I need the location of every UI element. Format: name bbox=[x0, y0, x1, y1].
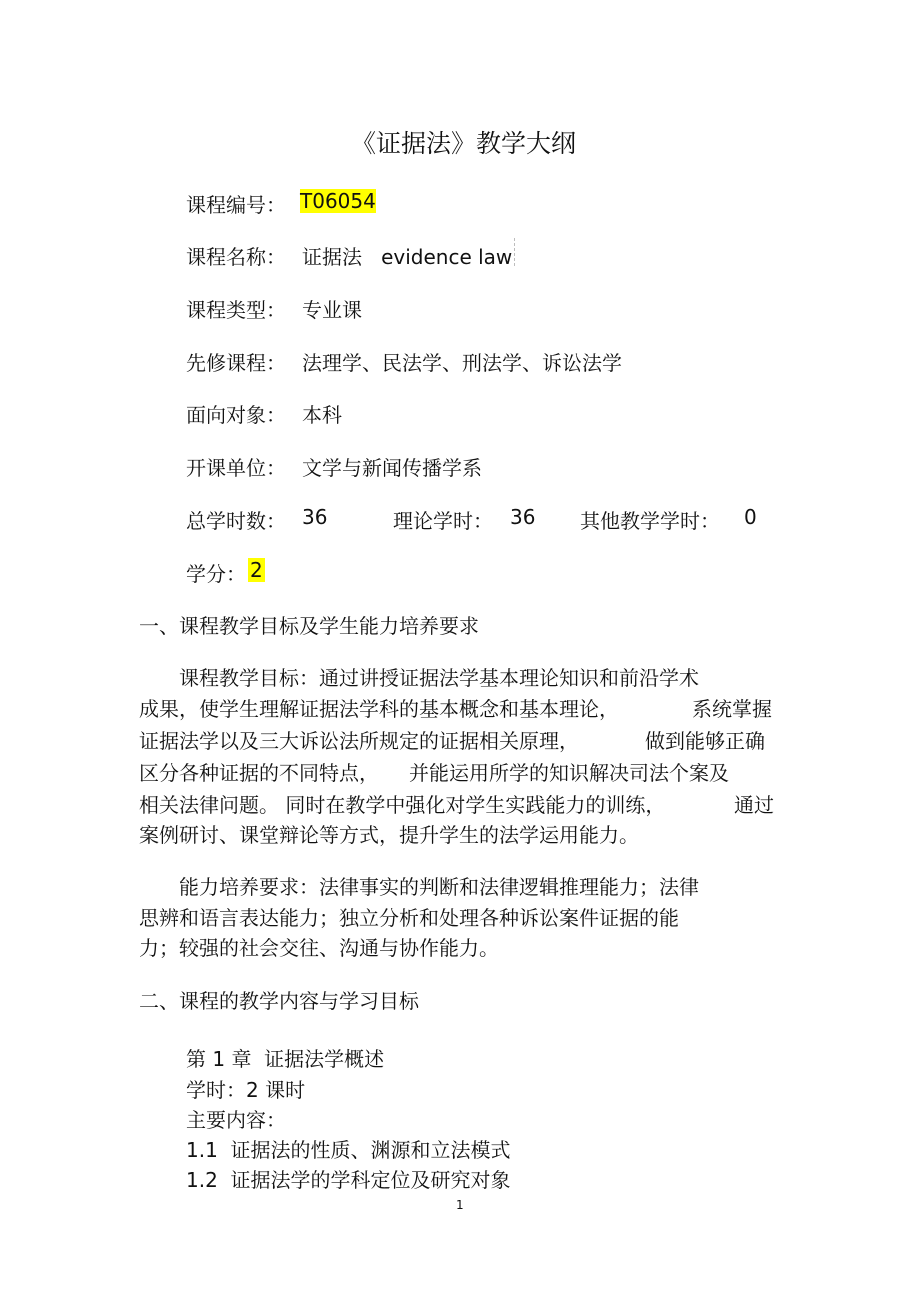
audience-label: 面向对象： bbox=[186, 403, 286, 427]
course-type-value: 专业课 bbox=[302, 298, 362, 322]
section2-heading: 二、课程的教学内容与学习目标 bbox=[139, 989, 419, 1013]
section1-heading: 一、课程教学目标及学生能力培养要求 bbox=[139, 614, 479, 638]
para1-line-3b: 做到能够正确 bbox=[645, 729, 765, 753]
para1-line-2a: 成果，使学生理解证据法学科的基本概念和基本理论， bbox=[139, 697, 619, 721]
audience-value: 本科 bbox=[302, 403, 342, 427]
course-code-label: 课程编号： bbox=[186, 193, 286, 217]
para2-line-2: 思辨和语言表达能力；独立分析和处理各种诉讼案件证据的能 bbox=[139, 906, 679, 930]
credits-label: 学分： bbox=[186, 562, 246, 586]
course-type-label: 课程类型： bbox=[186, 298, 286, 322]
course-name-label: 课程名称： bbox=[186, 245, 286, 269]
content-item-1: 1.1 证据法的性质、渊源和立法模式 bbox=[186, 1138, 511, 1162]
para1-line-2b: 系统掌握 bbox=[692, 697, 772, 721]
para2-line-1: 能力培养要求：法律事实的判断和法律逻辑推理能力；法律 bbox=[179, 875, 699, 899]
chapter-hours: 学时：2 课时 bbox=[186, 1078, 306, 1102]
prereq-value: 法理学、民法学、刑法学、诉讼法学 bbox=[302, 351, 622, 375]
unit-label: 开课单位： bbox=[186, 456, 286, 480]
content-item-2: 1.2 证据法学的学科定位及研究对象 bbox=[186, 1168, 511, 1192]
total-hours-value: 36 bbox=[302, 505, 328, 529]
page-number: 1 bbox=[456, 1198, 464, 1212]
course-code-value: T06054 bbox=[300, 189, 376, 213]
para1-line-5a: 相关法律问题。 同时在教学中强化对学生实践能力的训练， bbox=[139, 793, 666, 817]
para2-line-3: 力；较强的社会交往、沟通与协作能力。 bbox=[139, 936, 499, 960]
total-hours-label: 总学时数： bbox=[186, 509, 286, 533]
other-hours-value: 0 bbox=[744, 505, 757, 529]
document-title: 《证据法》教学大纲 bbox=[351, 129, 577, 158]
text-cursor-mark bbox=[514, 238, 515, 266]
chapter-title: 第 1 章 证据法学概述 bbox=[186, 1047, 385, 1071]
para1-line-4b: 并能运用所学的知识解决司法个案及 bbox=[409, 761, 729, 785]
other-hours-label: 其他教学学时： bbox=[580, 509, 720, 533]
unit-value: 文学与新闻传播学系 bbox=[302, 456, 482, 480]
credits-value: 2 bbox=[250, 558, 263, 582]
para1-line-6: 案例研讨、课堂辩论等方式，提升学生的法学运用能力。 bbox=[139, 823, 639, 847]
theory-hours-value: 36 bbox=[510, 505, 536, 529]
theory-hours-label: 理论学时： bbox=[393, 509, 493, 533]
para1-line-1: 课程教学目标：通过讲授证据法学基本理论知识和前沿学术 bbox=[179, 666, 699, 690]
para1-line-5b: 通过 bbox=[734, 793, 774, 817]
para1-line-3a: 证据法学以及三大诉讼法所规定的证据相关原理， bbox=[139, 729, 579, 753]
content-label: 主要内容： bbox=[186, 1108, 286, 1132]
para1-line-4a: 区分各种证据的不同特点， bbox=[139, 761, 379, 785]
prereq-label: 先修课程： bbox=[186, 351, 286, 375]
course-name-value: 证据法 evidence law bbox=[302, 245, 513, 269]
